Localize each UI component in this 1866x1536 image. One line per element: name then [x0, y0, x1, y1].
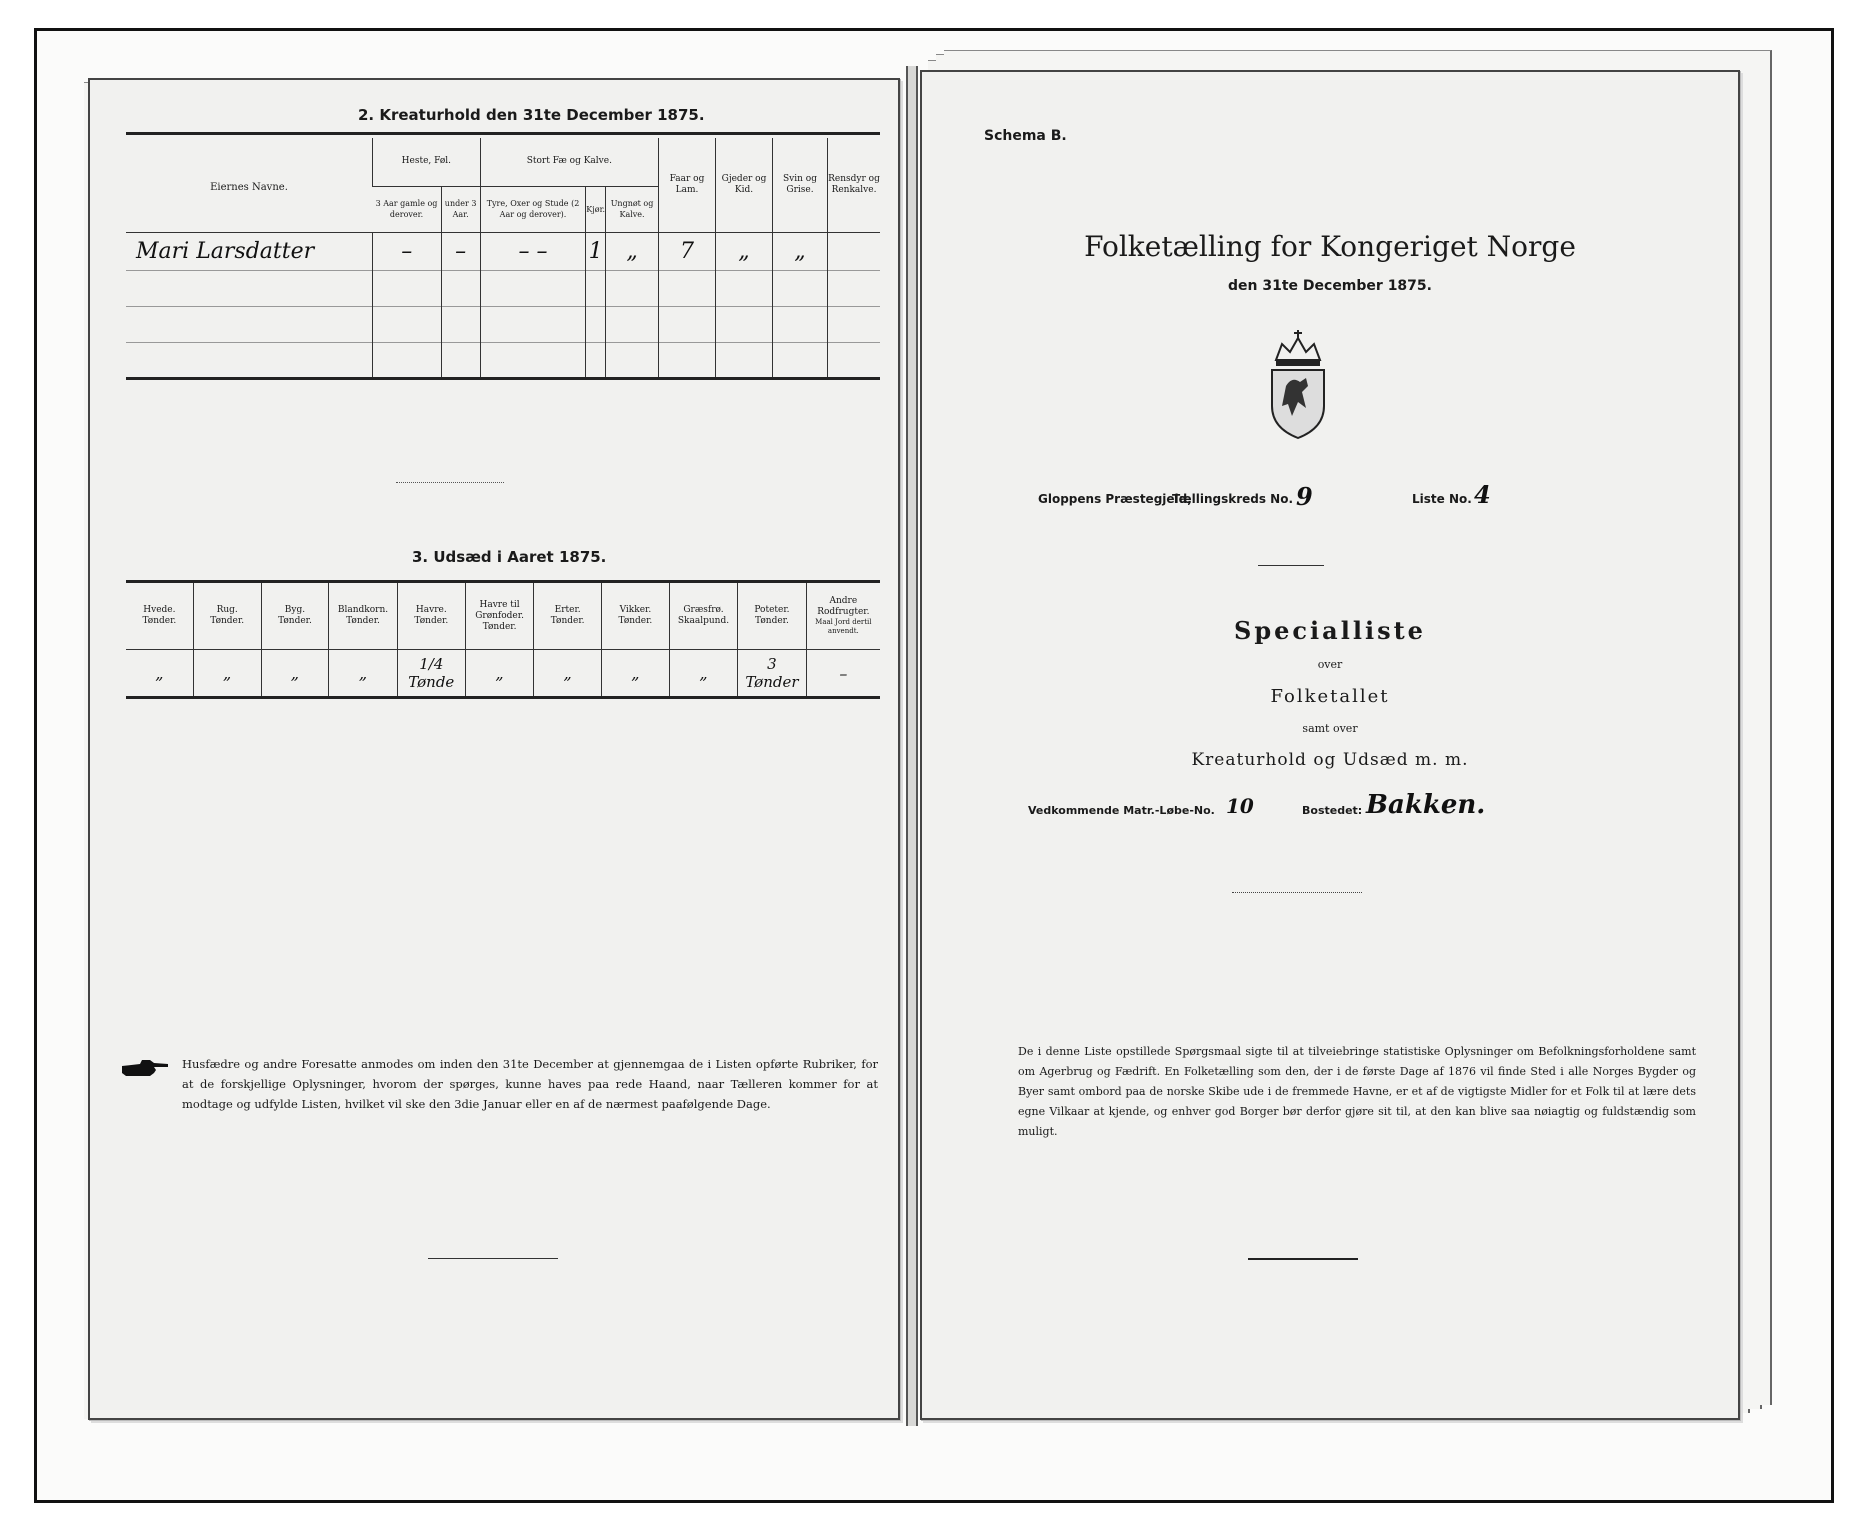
sowing-col-grass-seed: Græsfrø. Skaalpund.	[669, 582, 737, 650]
goat-header: Gjeder og Kid.	[716, 138, 773, 232]
samt-over-text: samt over	[1302, 722, 1358, 735]
table-row	[126, 232, 880, 270]
sowing-heading: 3. Udsæd i Aaret 1875.	[412, 548, 607, 566]
owner-header: Eiernes Navne.	[210, 182, 288, 194]
cell: „	[155, 663, 164, 683]
cell: „	[329, 650, 397, 698]
parish-label: Gloppens Præstegjeld,	[1038, 492, 1192, 506]
cell: „	[606, 232, 659, 270]
owner-name: Mari Larsdatter	[136, 238, 315, 264]
cell: „	[716, 232, 773, 270]
cell: „	[534, 650, 602, 698]
livestock-table	[126, 138, 880, 380]
cell: „	[669, 650, 737, 698]
cell: –	[441, 232, 480, 270]
bottom-rule	[428, 1258, 558, 1259]
census-title: Folketælling for Kongeriget Norge	[1084, 230, 1576, 263]
coat-of-arms-icon	[1262, 330, 1334, 440]
explanation-text: De i denne Liste opstillede Spørgsmaal sigte til at tilveiebringe statistiske Oplysninger om Befolkningsforholdene samt om Agerbrug og Fædrift. En Folketælling som den, der i de første Dage af 1876 vil finde Sted i alle Norges Bygder og Byer samt ombord paa de norske Skibe ude i de fremmede Havne, er et af de vigtigste Midler for et Folk til at lære dets egne Vilkaar at kjende, og enhver god Borger bør derfor gjøre sit til, at den kan blive saa nøiagtig og fuldstændig som muligt.	[1018, 1045, 1696, 1138]
horse-sub-young: under 3 Aar.	[441, 186, 480, 232]
cell: „	[465, 650, 533, 698]
cell: – –	[480, 232, 586, 270]
table-row	[126, 306, 880, 342]
livestock-heading: 2. Kreaturhold den 31te December 1875.	[358, 106, 705, 124]
sowing-col-barley: Byg. Tønder.	[261, 582, 329, 650]
bosted-value: Bakken.	[1366, 790, 1486, 820]
sowing-col-roots: Andre Rodfrugter. Maal Jord dertil anvendt.	[806, 582, 880, 650]
cell: –	[806, 650, 880, 698]
table-row	[126, 650, 880, 698]
cell	[828, 232, 881, 270]
notice-text: Husfædre og andre Foresatte anmodes om inden den 31te December at gjennemgaa de i Listen opførte Rubriker, for at de forskjellige Oplysninger, hvorom der spørges, kunne haves paa rede Haand, naar Tælleren kommer for at modtage og udfylde Listen, hvilket vil ske den 3die Januar eller en af de nærmest paafølgende Dage.	[182, 1057, 878, 1111]
district-value: 9	[1296, 482, 1313, 511]
bottom-rule	[1248, 1258, 1358, 1260]
kreatur-text: Kreaturhold og Udsæd m. m.	[1191, 750, 1469, 770]
pig-header: Svin og Grise.	[773, 138, 828, 232]
cell: 7	[659, 232, 716, 270]
over-text: over	[1317, 658, 1343, 671]
list-value: 4	[1474, 480, 1491, 509]
matr-value: 10	[1226, 794, 1254, 818]
pointing-hand-icon	[120, 1058, 170, 1078]
district-label: Tællingskreds No.	[1172, 492, 1294, 506]
cattle-sub-bulls: Tyre, Oxer og Stude (2 Aar og derover).	[480, 186, 586, 232]
top-rule	[126, 132, 880, 135]
cell: „	[773, 232, 828, 270]
short-rule	[396, 482, 504, 483]
folketallet-text: Folketallet	[1270, 686, 1390, 707]
sowing-col-rye: Rug. Tønder.	[193, 582, 261, 650]
sowing-col-peas: Erter. Tønder.	[534, 582, 602, 650]
cell: „	[602, 650, 670, 698]
cell: 1/4 Tønde	[397, 650, 465, 698]
left-page	[88, 78, 900, 1420]
sowing-col-oats: Havre. Tønder.	[397, 582, 465, 650]
sowing-col-mixed: Blandkorn. Tønder.	[329, 582, 397, 650]
table-row	[126, 270, 880, 306]
divider	[1258, 565, 1324, 566]
cattle-header: Stort Fæ og Kalve.	[480, 138, 658, 186]
census-date: den 31te December 1875.	[1228, 278, 1432, 294]
sowing-col-green-oats: Havre til Grønfoder. Tønder.	[465, 582, 533, 650]
schema-label: Schema B.	[984, 128, 1067, 144]
matr-label: Vedkommende Matr.-Løbe-No.	[1028, 804, 1215, 817]
divider	[1232, 892, 1362, 893]
cell: 1	[586, 232, 606, 270]
list-label: Liste No.	[1412, 492, 1472, 506]
horse-header: Heste, Føl.	[373, 138, 481, 186]
cattle-sub-cows: Kjør.	[586, 186, 606, 232]
cell: „	[261, 650, 329, 698]
right-page	[920, 70, 1740, 1420]
sowing-col-wheat: Hvede. Tønder.	[142, 605, 177, 626]
sowing-col-vetch: Vikker. Tønder.	[602, 582, 670, 650]
cell: 3 Tønder	[738, 650, 806, 698]
cattle-sub-young: Ungnøt og Kalve.	[606, 186, 659, 232]
cell: –	[373, 232, 442, 270]
sheep-header: Faar og Lam.	[659, 138, 716, 232]
sowing-table	[126, 580, 880, 699]
reindeer-header: Rensdyr og Renkalve.	[828, 138, 881, 232]
horse-sub-old: 3 Aar gamle og derover.	[375, 199, 438, 219]
cell: „	[193, 650, 261, 698]
table-row	[126, 342, 880, 378]
special-list-title: Specialliste	[1234, 616, 1426, 645]
book-spine	[906, 66, 918, 1426]
sowing-col-potatoes: Poteter. Tønder.	[738, 582, 806, 650]
bosted-label: Bostedet:	[1302, 804, 1363, 817]
